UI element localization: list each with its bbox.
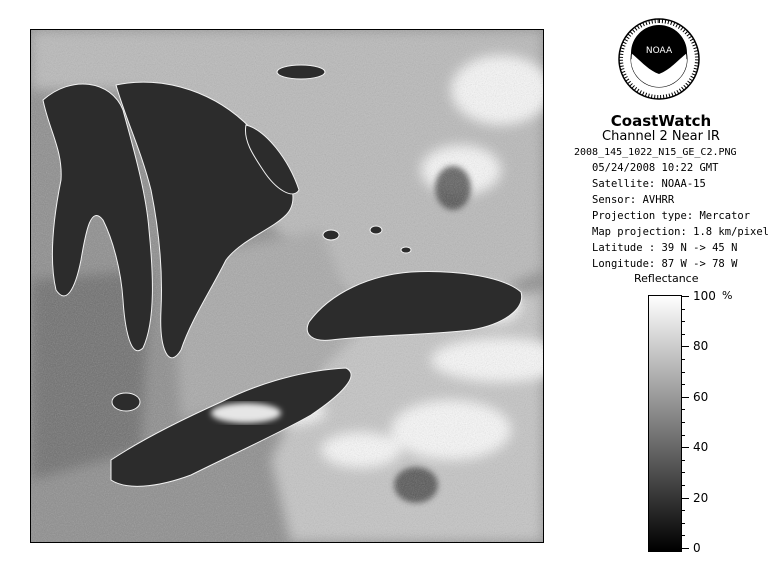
latitude-label: Latitude : 39 N -> 45 N — [592, 242, 738, 254]
colorbar-tick-label: 100 — [693, 289, 716, 303]
reflectance-label: Reflectance — [634, 272, 699, 285]
projection-type-label: Projection type: Mercator — [592, 210, 751, 222]
colorbar-tick — [681, 472, 685, 473]
colorbar-ticks — [681, 289, 741, 555]
noaa-logo — [618, 18, 700, 100]
colorbar-tick-label: 60 — [693, 389, 709, 404]
colorbar-tick — [681, 409, 685, 410]
great-lakes-map — [31, 30, 543, 542]
map-projection-label: Map projection: 1.8 km/pixel — [592, 226, 770, 238]
colorbar-tick — [681, 384, 685, 385]
colorbar-tick — [681, 346, 689, 347]
colorbar-tick — [681, 372, 685, 373]
colorbar-tick — [681, 460, 685, 461]
colorbar-tick — [681, 321, 685, 322]
unit-label: % — [722, 289, 733, 302]
colorbar-tick-label: 40 — [693, 440, 709, 455]
colorbar-tick — [681, 498, 689, 499]
colorbar-tick — [681, 435, 685, 436]
colorbar-tick — [681, 485, 685, 486]
filename-label: 2008_145_1022_N15_GE_C2.PNG — [574, 147, 737, 158]
lake-st-clair — [112, 393, 140, 411]
product-title: CoastWatch — [610, 112, 712, 130]
datetime-label: 05/24/2008 10:22 GMT — [592, 162, 719, 174]
logo-text: NOAA — [645, 46, 673, 56]
longitude-label: Longitude: 87 W -> 78 W — [592, 258, 738, 270]
colorbar-tick — [681, 397, 689, 398]
satellite-label: Satellite: NOAA-15 — [592, 178, 706, 190]
colorbar-tick-label: 20 — [693, 490, 709, 505]
colorbar-tick — [681, 422, 685, 423]
colorbar-tick-label: 0 — [693, 541, 701, 555]
reflectance-colorbar — [648, 295, 682, 552]
colorbar-tick — [681, 447, 689, 448]
colorbar-tick — [681, 334, 685, 335]
sensor-label: Sensor: AVHRR — [592, 194, 675, 206]
colorbar-tick-label: 80 — [693, 339, 709, 354]
colorbar-tick — [681, 359, 685, 360]
colorbar-tick — [681, 296, 689, 297]
channel-label: Channel 2 Near IR — [602, 129, 720, 144]
colorbar-tick — [681, 523, 685, 524]
satellite-image — [30, 29, 544, 543]
colorbar-tick — [681, 309, 685, 310]
colorbar-tick — [681, 535, 685, 536]
colorbar-tick — [681, 548, 689, 549]
colorbar-tick — [681, 510, 685, 511]
